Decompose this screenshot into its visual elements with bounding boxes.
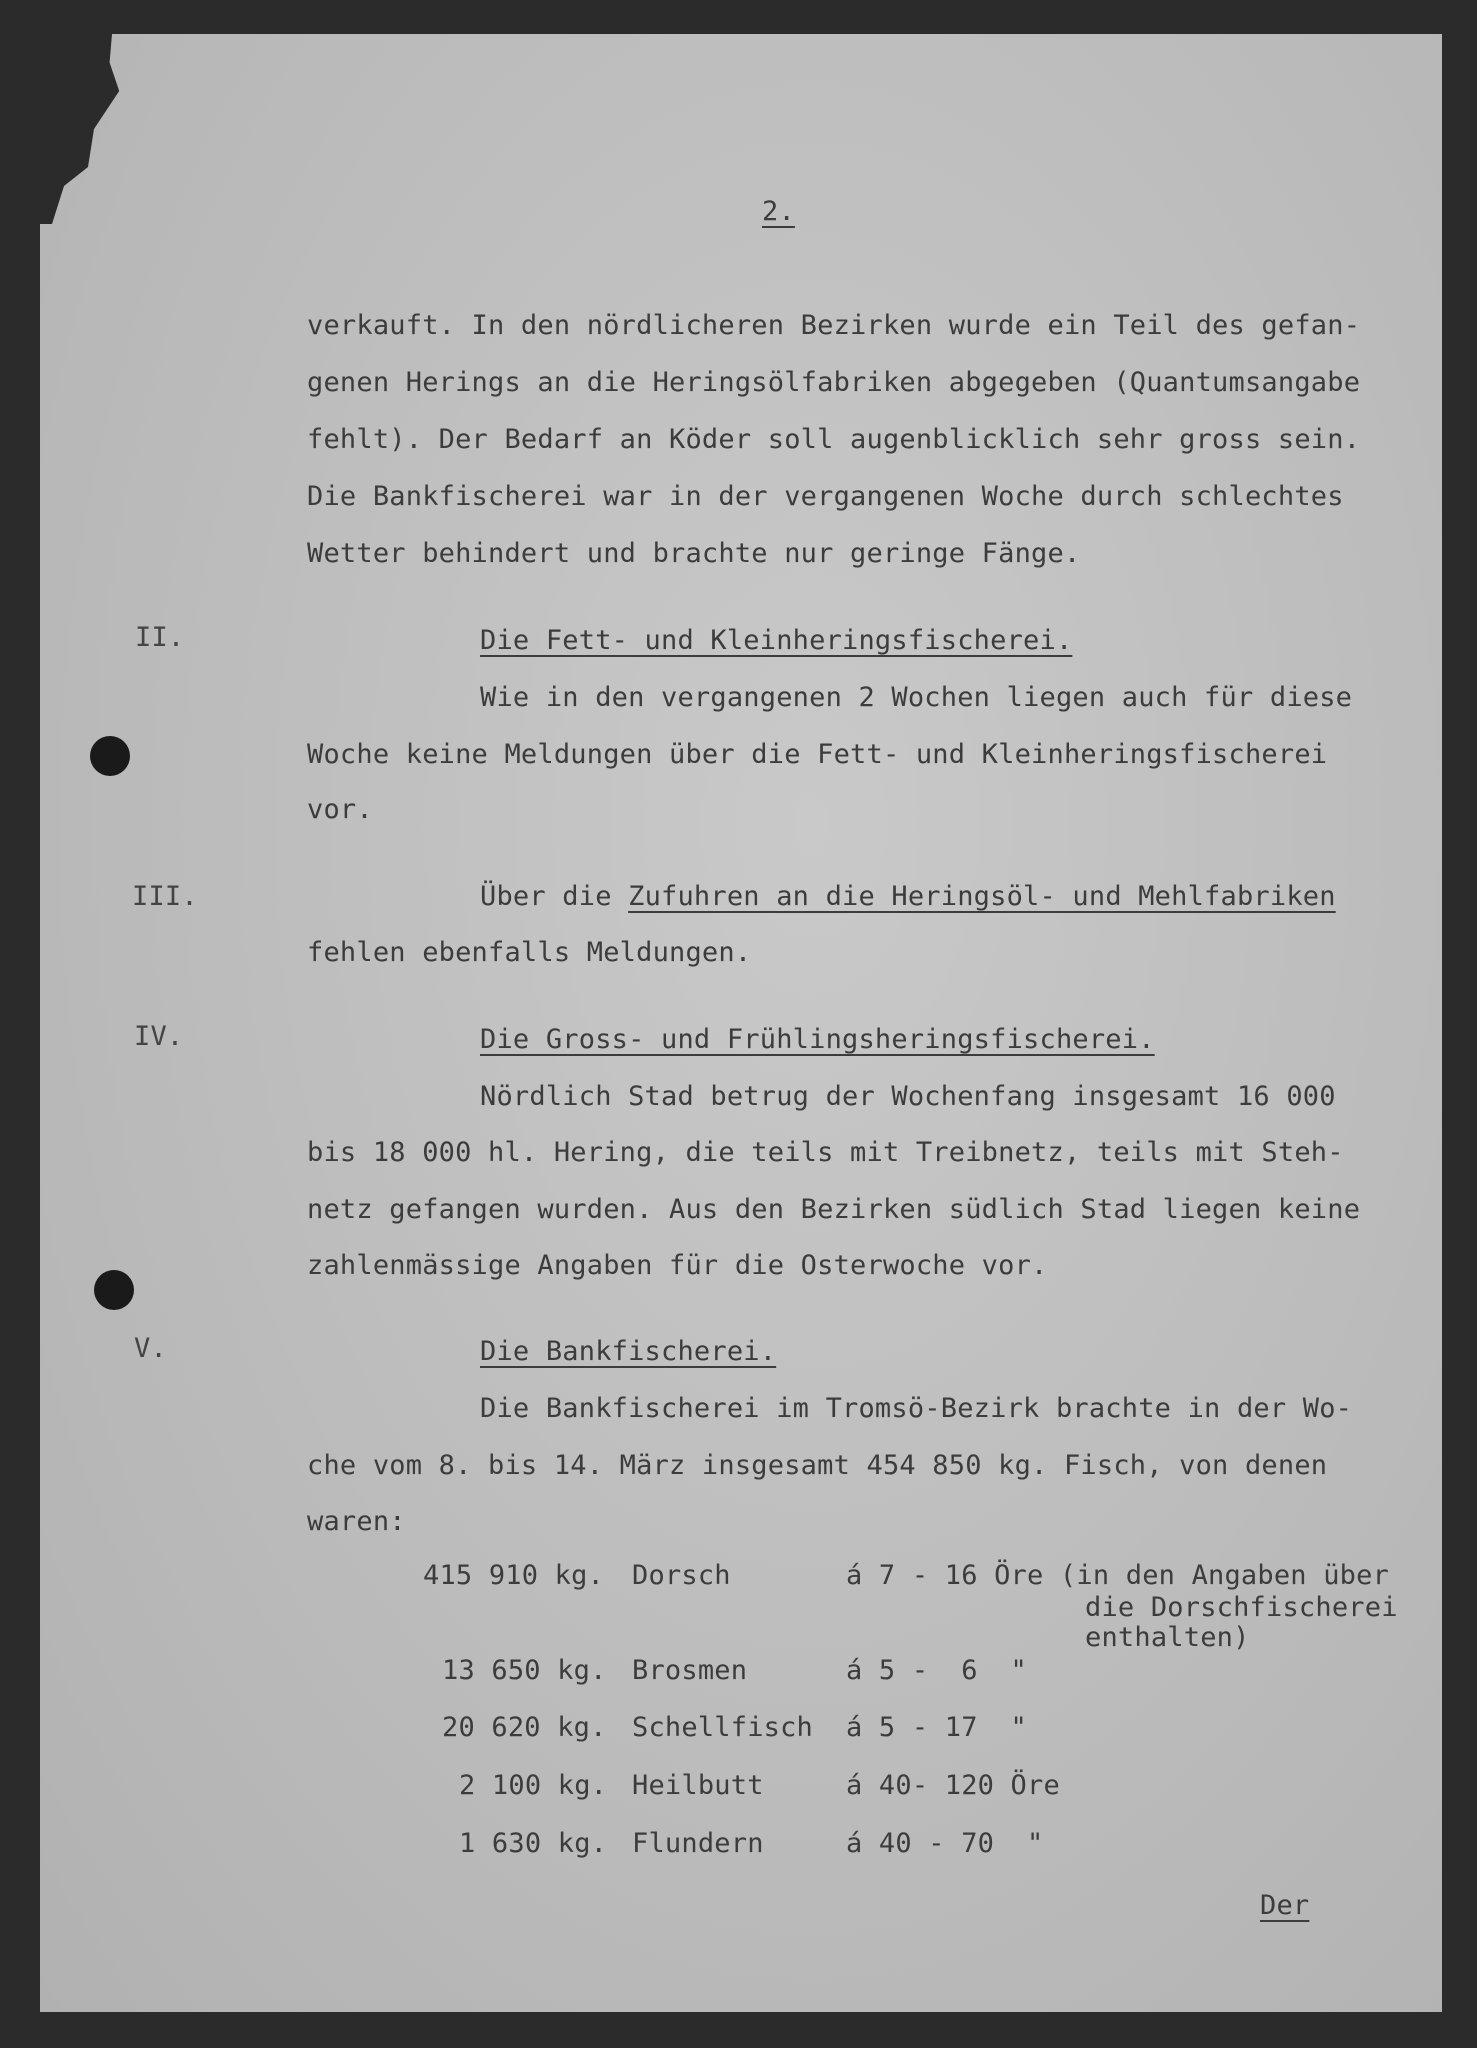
catch-price: á 5 - 6 " [846,1655,1028,1686]
paragraph-line: verkauft. In den nördlicheren Bezirken wurde ein Teil des gefan- [307,310,1361,341]
catch-price: á 5 - 17 " [846,1712,1028,1743]
section-line: zahlenmässige Angaben für die Osterwoche vor. [307,1250,1048,1281]
paragraph-line: Die Bankfischerei war in der vergangenen Woche durch schlechtes [307,481,1344,512]
punch-hole-lower [94,1270,134,1310]
section-heading: Die Fett- und Kleinheringsfischerei. [480,625,1073,656]
catch-qty: 13 650 kg. [442,1655,607,1686]
catch-qty: 2 100 kg. [459,1770,608,1801]
section-line: fehlen ebenfalls Meldungen. [307,937,752,968]
paragraph-line: genen Herings an die Heringsölfabriken abgegeben (Quantumsangabe [307,367,1361,398]
catch-fish: Schellfisch [632,1712,814,1743]
catch-price: á 7 - 16 Öre (in den Angaben über [846,1560,1390,1591]
section-line: Die Bankfischerei im Tromsö-Bezirk brachte in der Wo- [480,1393,1353,1424]
paragraph-line: Wetter behindert und brachte nur geringe Fänge. [307,538,1081,569]
catch-fish: Brosmen [632,1655,748,1686]
catch-qty: 415 910 kg. [423,1560,605,1591]
catch-fish: Flundern [632,1828,764,1859]
catch-fish: Heilbutt [632,1770,764,1801]
catch-price: á 40 - 70 " [846,1828,1044,1859]
catch-note: die Dorschfischerei [1085,1592,1398,1623]
catch-qty: 1 630 kg. [459,1828,608,1859]
paragraph-line: fehlt). Der Bedarf an Köder soll augenblicklich sehr gross sein. [307,424,1361,455]
section-heading: Die Gross- und Frühlingsheringsfischerei. [480,1024,1155,1055]
catch-fish: Dorsch [632,1560,731,1591]
section-line: Wie in den vergangenen 2 Wochen liegen auch für diese [480,682,1353,713]
section-heading: Die Bankfischerei. [480,1336,777,1367]
section-line: Nördlich Stad betrug der Wochenfang insgesamt 16 000 [480,1081,1336,1112]
section-line: che vom 8. bis 14. März insgesamt 454 850 kg. Fisch, von denen [307,1450,1328,1481]
section-line: bis 18 000 hl. Hering, die teils mit Treibnetz, teils mit Steh- [307,1137,1344,1168]
section-numeral: II. [135,622,185,653]
punch-hole-upper [90,736,130,776]
section-line: waren: [307,1506,406,1537]
catch-price: á 40- 120 Öre [846,1770,1060,1801]
continuation-word: Der [1260,1890,1310,1921]
catch-qty: 20 620 kg. [442,1712,607,1743]
section-numeral: IV. [134,1021,184,1052]
catch-note: enthalten) [1085,1622,1250,1653]
section-line [480,883,1336,910]
section-intro: Über die [480,881,629,912]
section-underlined: Zufuhren an die Heringsöl- und Mehlfabriken [628,881,1336,912]
page-number: 2. [762,196,795,227]
section-numeral: III. [132,881,198,912]
section-line: vor. [307,794,373,825]
section-line: Woche keine Meldungen über die Fett- und Kleinheringsfischerei [307,739,1328,770]
section-numeral: V. [134,1333,167,1364]
section-line: netz gefangen wurden. Aus den Bezirken südlich Stad liegen keine [307,1194,1361,1225]
